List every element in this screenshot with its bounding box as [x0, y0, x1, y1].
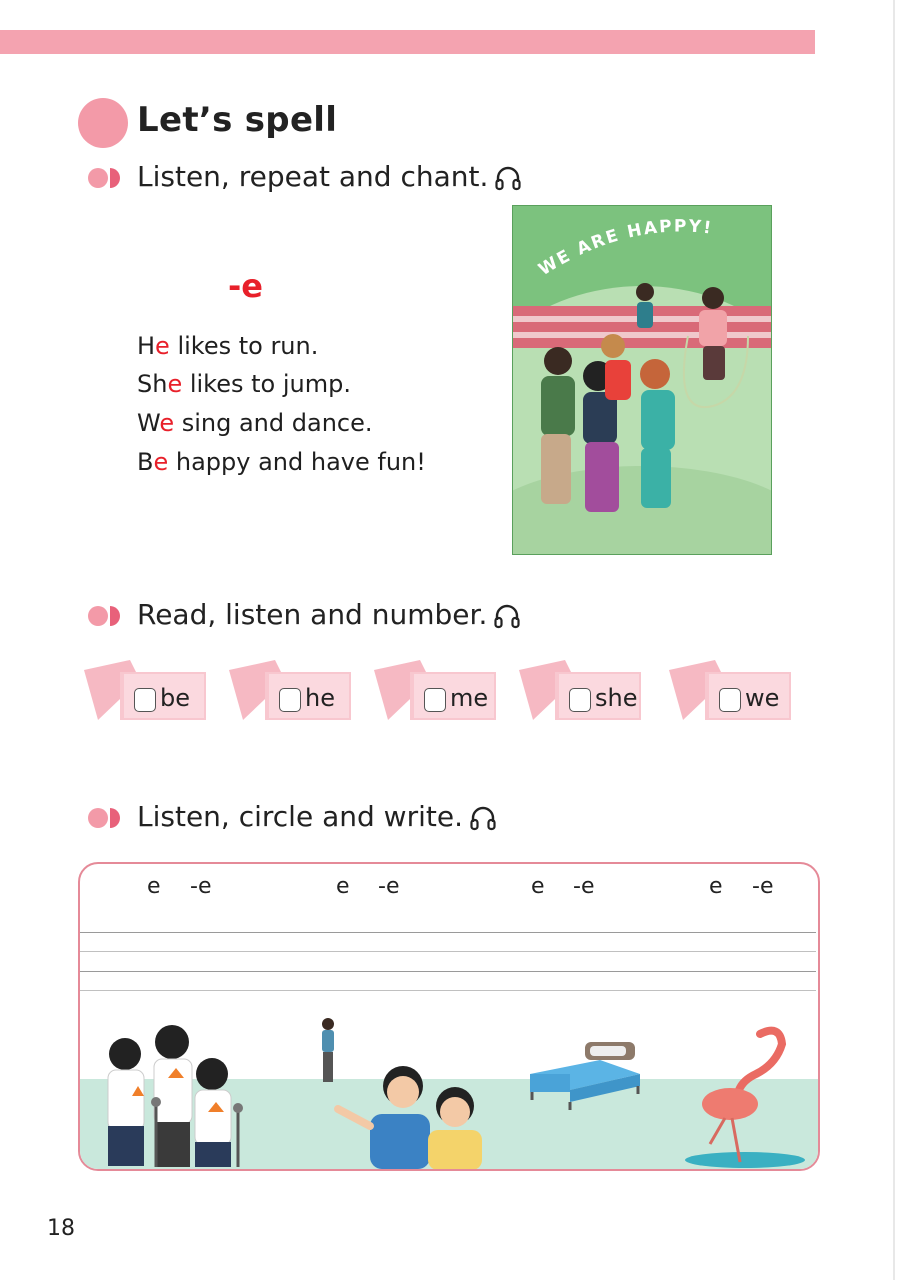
word-label: she: [595, 684, 638, 712]
chant-poster-image: [512, 205, 772, 555]
teacher-image: [322, 1018, 334, 1082]
headphones-icon[interactable]: [469, 804, 497, 832]
section-heading-chant: [137, 160, 522, 193]
top-decor-band: [0, 30, 815, 54]
bullet-pill-icon: [88, 606, 120, 626]
word-label: he: [305, 684, 335, 712]
writing-line[interactable]: [80, 951, 816, 952]
number-box[interactable]: [424, 688, 446, 712]
flamingo-image: [685, 1031, 805, 1168]
section-heading-number: [137, 598, 521, 631]
section-heading-write: [137, 800, 497, 833]
bullet-pill-icon: [88, 808, 120, 828]
headphones-icon[interactable]: [493, 602, 521, 630]
writing-line[interactable]: [80, 932, 816, 933]
writing-line[interactable]: [80, 990, 816, 991]
option-dash-e[interactable]: -e: [378, 874, 400, 899]
word-card-she: [515, 660, 645, 728]
page-number: 18: [47, 1216, 75, 1241]
option-dash-e[interactable]: -e: [573, 874, 595, 899]
word-card-be: [80, 660, 210, 728]
option-dash-e[interactable]: -e: [190, 874, 212, 899]
number-box[interactable]: [719, 688, 741, 712]
option-e[interactable]: e: [709, 874, 723, 899]
section-heading-number-text: Read, listen and number.: [137, 598, 488, 631]
number-box[interactable]: [279, 688, 301, 712]
bed-image: [530, 1042, 640, 1110]
word-card-we: [665, 660, 795, 728]
svg-text:WE ARE HAPPY!: [535, 217, 714, 281]
title-dot-icon: [78, 98, 128, 148]
section-heading-write-text: Listen, circle and write.: [137, 800, 463, 833]
word-card-me: [370, 660, 500, 728]
chant-line: Be happy and have fun!: [137, 448, 426, 476]
chant-line: She likes to jump.: [137, 370, 351, 398]
option-dash-e[interactable]: -e: [752, 874, 774, 899]
bullet-pill-icon: [88, 168, 120, 188]
section-heading-chant-text: Listen, repeat and chant.: [137, 160, 489, 193]
word-label: be: [160, 684, 190, 712]
chant-line: We sing and dance.: [137, 409, 373, 437]
chant-line: He likes to run.: [137, 332, 319, 360]
exercise-pictures: [80, 864, 818, 1169]
word-label: me: [450, 684, 489, 712]
option-e[interactable]: e: [336, 874, 350, 899]
headphones-icon[interactable]: [494, 164, 522, 192]
word-card-he: [225, 660, 355, 728]
number-box[interactable]: [134, 688, 156, 712]
option-e[interactable]: e: [531, 874, 545, 899]
option-e[interactable]: e: [147, 874, 161, 899]
page-edge-rule: [893, 0, 895, 1280]
number-box[interactable]: [569, 688, 591, 712]
children-singing-image: [108, 1025, 243, 1167]
page-title: Let’s spell: [137, 100, 338, 140]
boy-and-girl-image: [338, 1066, 482, 1169]
write-exercise-box: [78, 862, 820, 1171]
writing-line[interactable]: [80, 971, 816, 972]
word-label: we: [745, 684, 780, 712]
poster-caption: WE ARE HAPPY!: [535, 216, 715, 281]
target-sound: -e: [228, 267, 263, 305]
